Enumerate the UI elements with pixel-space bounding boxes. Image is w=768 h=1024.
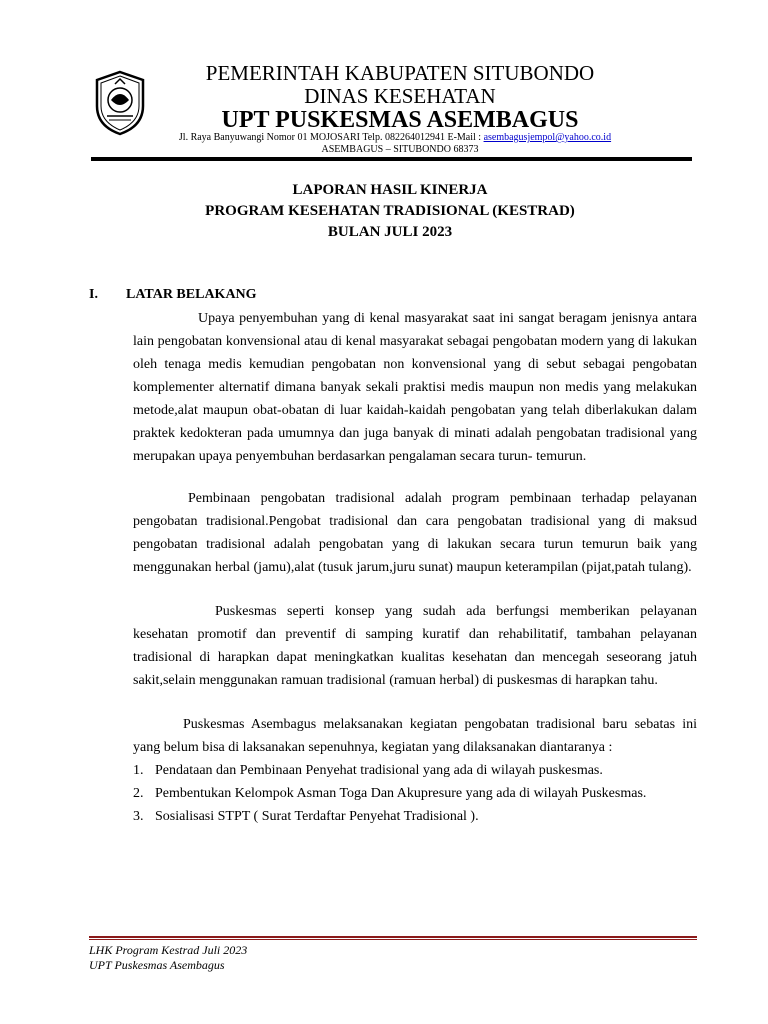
list-text: Pembentukan Kelompok Asman Toga Dan Akupresure yang ada di wilayah Puskesmas. [155, 786, 647, 801]
letterhead-city: ASEMBAGUS – SITUBONDO 68373 [321, 144, 479, 155]
letterhead-divider [91, 157, 692, 161]
letterhead-government: PEMERINTAH KABUPATEN SITUBONDO [205, 61, 595, 85]
situbondo-emblem-icon [93, 70, 147, 136]
list-item [133, 805, 697, 828]
activity-list [133, 759, 697, 828]
list-text: Sosialisasi STPT ( Surat Terdaftar Penyehat Tradisional ). [155, 809, 479, 824]
section-heading: LATAR BELAKANG [126, 287, 257, 302]
section-number: I. [89, 287, 98, 302]
letterhead-department: DINAS KESEHATAN [304, 84, 496, 108]
footer-rule [89, 936, 697, 938]
footer-rule-thin [89, 939, 697, 940]
letterhead-address [120, 132, 670, 144]
address-text: Jl. Raya Banyuwangi Nomor 01 MOJOSARI Telp. 082264012941 E-Mail : [178, 132, 484, 143]
paragraph: Puskesmas seperti konsep yang sudah ada berfungsi memberikan pelayanan kesehatan promotif dan preventif di samping kuratif dan rehabilitatif, tambahan pelayanan tradisional di harapkan dapat meningkatkan kualitas kesehatan dan mencegah seseorang jatuh sakit,selain menggunakan ramuan tradisional (ramuan herbal) di puskesmas di harapkan tahu. [133, 604, 697, 688]
letterhead-institution: UPT PUSKESMAS ASEMBAGUS [221, 107, 579, 133]
paragraph: Pembinaan pengobatan tradisional adalah program pembinaan terhadap pelayanan pengobatan tradisional.Pengobat tradisional dan cara pengobatan tradisional yang di maksud pengobatan tradisional adalah pengobatan yang di lakukan secara turun temurun baik yang menggunakan herbal (jamu),alat (tusuk jarum,juru sunat) maupun keterampilan (pijat,patah tulang). [133, 491, 697, 575]
email-link[interactable]: asembagusjempol@yahoo.co.id [483, 132, 612, 143]
footer-institution: UPT Puskesmas Asembagus [89, 958, 225, 972]
list-number: 2. [133, 786, 144, 801]
report-period: BULAN JULI 2023 [327, 224, 453, 240]
paragraph: Upaya penyembuhan yang di kenal masyarakat saat ini sangat beragam jenisnya antara lain pengobatan konvensional atau di kenal masyarakat sebagai pengobatan modern yang di lakukan oleh tenaga medis kemudian pengobatan non konvensional yang di sebut sebagai pengobatan komplementer alternatif dimana banyak sekali praktisi medis maupun non medis yang melakukan metode,alat maupun obat-obatan di luar kaidah-kaidah pengobatan yang telah diberlakukan dalam praktek kedokteran pada umumnya dan juga banyak di minati adalah pengobatan tradisional yang merupakan upaya penyembuhan berdasarkan pengalaman secara turun- temurun. [133, 311, 697, 464]
list-number: 3. [133, 809, 144, 824]
list-item [133, 759, 697, 782]
list-number: 1. [133, 763, 144, 778]
report-title: LAPORAN HASIL KINERJA [292, 182, 488, 198]
list-item [133, 782, 697, 805]
list-text: Pendataan dan Pembinaan Penyehat tradisional yang ada di wilayah puskesmas. [155, 763, 603, 778]
paragraph: Puskesmas Asembagus melaksanakan kegiatan pengobatan tradisional baru sebatas ini yang belum bisa di laksanakan sepenuhnya, kegiatan yang dilaksanakan diantaranya : [133, 717, 697, 755]
footer-report-name: LHK Program Kestrad Juli 2023 [89, 943, 248, 957]
report-program: PROGRAM KESEHATAN TRADISIONAL (KESTRAD) [205, 203, 575, 219]
